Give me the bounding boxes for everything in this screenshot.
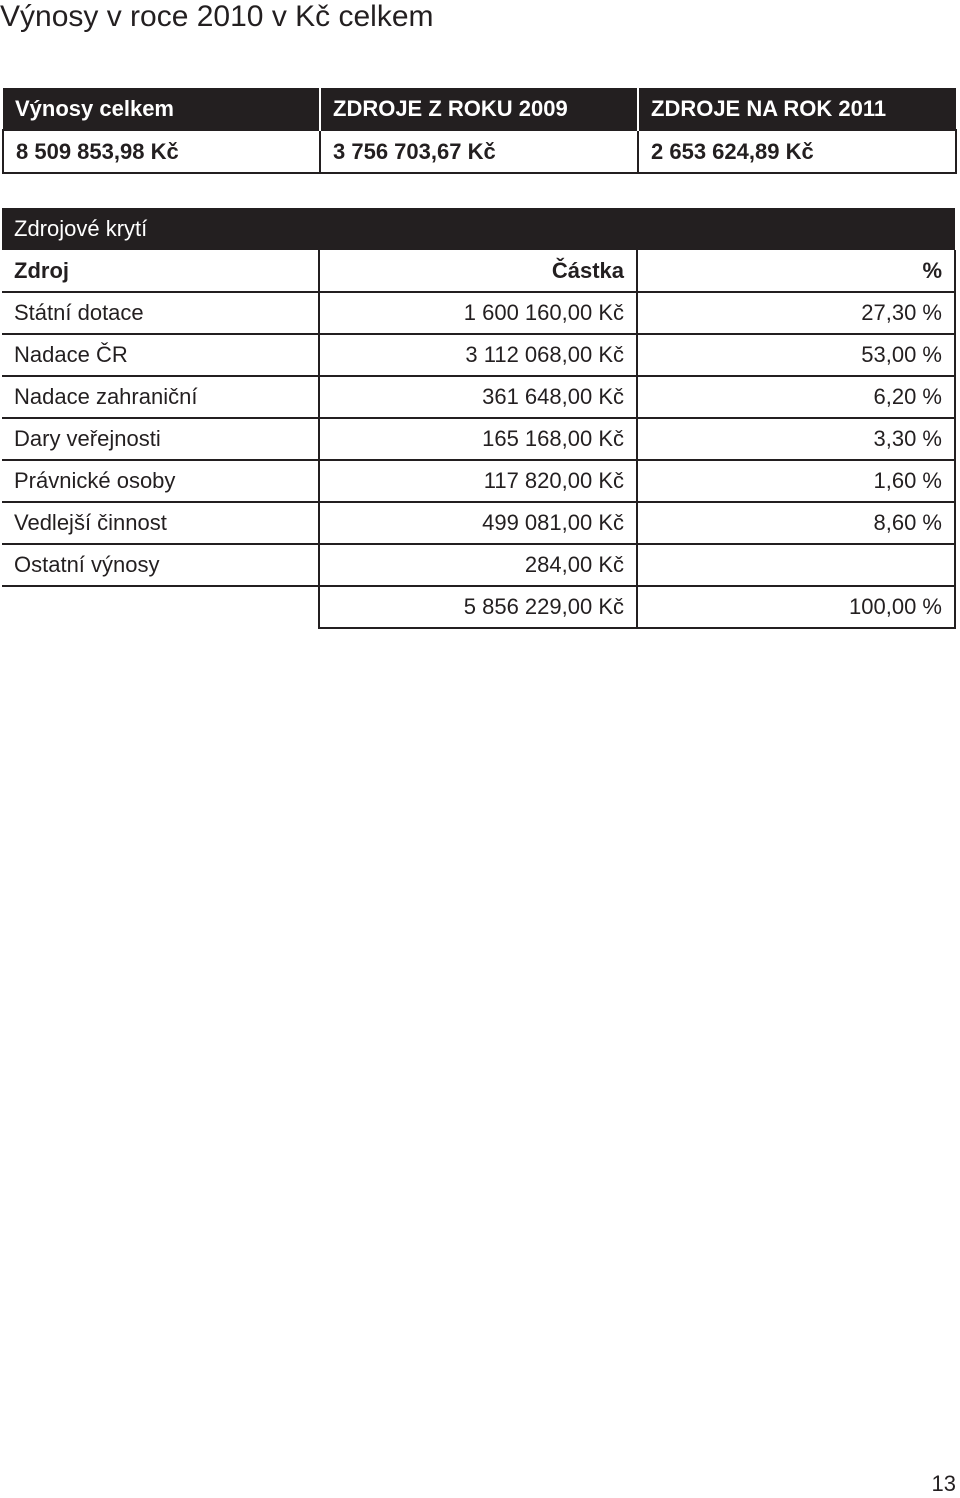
table-row bbox=[2, 502, 955, 544]
source-amount: 361 648,00 Kč bbox=[319, 376, 637, 418]
source-percent: 3,30 % bbox=[637, 418, 955, 460]
source-amount: 117 820,00 Kč bbox=[319, 460, 637, 502]
total-row bbox=[2, 586, 955, 628]
summary-value-2009: 3 756 703,67 Kč bbox=[320, 130, 638, 173]
column-header-source: Zdroj bbox=[2, 250, 319, 292]
source-amount: 499 081,00 Kč bbox=[319, 502, 637, 544]
total-amount: 5 856 229,00 Kč bbox=[319, 586, 637, 628]
source-amount: 3 112 068,00 Kč bbox=[319, 334, 637, 376]
source-name: Ostatní výnosy bbox=[2, 544, 319, 586]
source-amount: 1 600 160,00 Kč bbox=[319, 292, 637, 334]
column-header-row bbox=[2, 250, 955, 292]
column-header-amount: Částka bbox=[319, 250, 637, 292]
section-title: Zdrojové krytí bbox=[2, 208, 955, 250]
column-header-percent: % bbox=[637, 250, 955, 292]
source-name: Nadace ČR bbox=[2, 334, 319, 376]
source-percent: 53,00 % bbox=[637, 334, 955, 376]
table-row bbox=[2, 544, 955, 586]
source-percent: 1,60 % bbox=[637, 460, 955, 502]
section-title-row bbox=[2, 208, 955, 250]
table-row bbox=[2, 334, 955, 376]
funding-sources-table bbox=[2, 208, 956, 629]
source-percent: 6,20 % bbox=[637, 376, 955, 418]
table-row bbox=[2, 292, 955, 334]
page-number: 13 bbox=[931, 1471, 956, 1496]
total-percent: 100,00 % bbox=[637, 586, 955, 628]
summary-header-2011: ZDROJE NA ROK 2011 bbox=[638, 88, 956, 130]
summary-values-row bbox=[3, 130, 956, 173]
revenue-summary-table bbox=[2, 88, 957, 174]
source-percent: 27,30 % bbox=[637, 292, 955, 334]
source-name: Státní dotace bbox=[2, 292, 319, 334]
page-title: Výnosy v roce 2010 v Kč celkem bbox=[0, 0, 434, 33]
table-row bbox=[2, 460, 955, 502]
source-name: Dary veřejnosti bbox=[2, 418, 319, 460]
total-label-cell bbox=[2, 586, 319, 628]
summary-value-2011: 2 653 624,89 Kč bbox=[638, 130, 956, 173]
source-name: Nadace zahraniční bbox=[2, 376, 319, 418]
summary-header-total: Výnosy celkem bbox=[3, 88, 320, 130]
source-percent bbox=[637, 544, 955, 586]
source-percent: 8,60 % bbox=[637, 502, 955, 544]
source-name: Právnické osoby bbox=[2, 460, 319, 502]
table-row bbox=[2, 418, 955, 460]
source-name: Vedlejší činnost bbox=[2, 502, 319, 544]
summary-value-total: 8 509 853,98 Kč bbox=[3, 130, 320, 173]
table-row bbox=[2, 376, 955, 418]
summary-header-row bbox=[3, 88, 956, 130]
summary-header-2009: ZDROJE Z ROKU 2009 bbox=[320, 88, 638, 130]
source-amount: 165 168,00 Kč bbox=[319, 418, 637, 460]
source-amount: 284,00 Kč bbox=[319, 544, 637, 586]
